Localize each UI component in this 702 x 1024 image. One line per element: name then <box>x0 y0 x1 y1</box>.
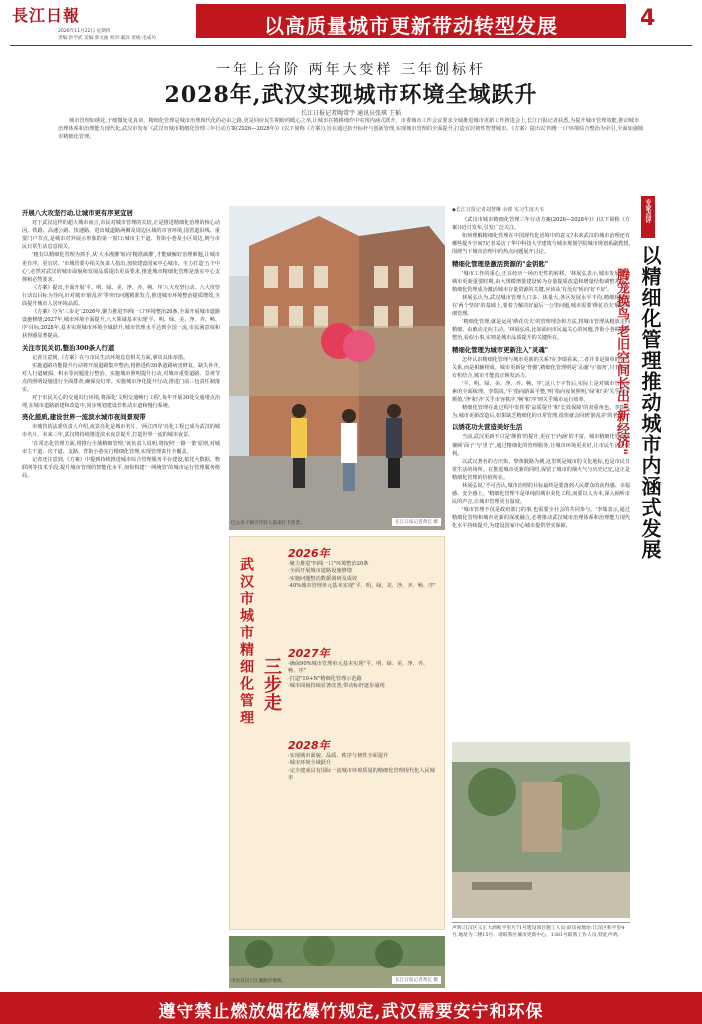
street-photo-illustration <box>229 206 445 530</box>
plan-item: ·实施问题整治数据调研及成效 <box>288 575 358 582</box>
photo-credit: 长江日报记者黄亿 摄 <box>392 518 441 526</box>
plan-item: ·确保90%城市管理单元基本实现"平、明、绿、美、净、齐、畅、序" <box>288 661 429 675</box>
plan-year: 2028年 <box>288 739 330 752</box>
section-heading: 亮化提质,建设世界一流滨水城市夜间景观带 <box>22 413 146 422</box>
paragraph: '平、明、绿、美、净、齐、畅、序',这八个字背后,实际上是对城市管理要素的全面梳理。李瑞说,'平'指向路面平整,'明'指向夜间照明,'绿'和'美'关乎城市颜值,'净'和'齐'关乎市容秩序,'畅'和'序'则关乎城市运行效率。 <box>452 380 630 404</box>
plan-year-block <box>288 737 438 783</box>
article-lead: 城市管理如绣花,于细微处见真章。精细化管理是城市治理现代化的必由之路,更是回应民生期盼的暖心之举,让城市在精耕细作中实现内涵式跃升。市委城市工作会议要求全域推进城市更新工作推进会上,长江日报记者获悉,为提升城市管理效能,推动城市治理体系和治理能力现代化,武汉市发布《武汉市城市精细化管理三年行动方案(2026—2028年)》(以下简称《方案》),旨在通过抬升标杆与创新管理,实现城市管理的全面提升,打造宜居韧性智慧城市。《方案》提出以'四维一口'环境综合整治为牵引,全面加强城市精细化管理。 <box>58 118 644 140</box>
section-heading: 精细化管理是激活资源的"金钥匙" <box>452 259 549 268</box>
section-heading: 以绣花功夫营造美好生活 <box>452 423 523 432</box>
buildings-photo-illustration <box>452 742 630 918</box>
section-heading: 精细化管理为城市更新注入"灵魂" <box>452 345 549 354</box>
article-byline: 长江日报记者陶常宇 通讯员张琪 王韬 <box>301 110 401 117</box>
paragraph: 《方案》分为'三步走':2026年,聚力推进'四线一口'环境整治20条,全面开展城市道路设施修缮;2027年,城市环境全面提升,八大领域基本实现'平、明、绿、美、净、齐、畅、序'目标;2028年,基本实现城市环境全域跃升,城市管理水平达到全国一流,市民满意度和获得感显著提高。 <box>22 309 220 340</box>
paragraph: 林展弘说,'不可否认,城市治理的目标最终是要落到人民群众的获得感、幸福感、安全感上。'精细化管理不是单纯的城市美化工程,而要以人为本,深入倾听市民的声音,让城市管理更有温度。 <box>452 483 630 506</box>
plan-item: ·完全建成具有国际一流城市环境质量的精细化管理现代化人民城市 <box>288 767 435 782</box>
photo-street <box>229 206 445 530</box>
plan-year-block <box>288 545 438 591</box>
three-step-plan-panel <box>229 536 445 930</box>
date-line: 2026年11月22日 星期四 <box>58 29 111 34</box>
plan-item: ·聚力推进"四线一口"环境整治20条 <box>288 561 369 567</box>
paragraph: 林展弘认为,武汉城市管理人口多、体量大,各区发展水平不均,精细化管理在'两个坚持'的基础上,要着力解决好最后一公里问题,城市需要'绣花功夫'般的精细管理。 <box>452 294 630 318</box>
section-heading: 关注市民关切,整治300条人行道 <box>22 343 115 352</box>
paragraph: '精细化管理,就是运用'绣花功夫'的管理理念和方法,将城市管理从粗放走向精细、由被动走向主动。'林展弘说,比如面向市民最关心的问题,背街小巷的环境整治,看似小事,实则是城市品质提升的关键所在。 <box>452 319 630 342</box>
plan-item: ·打造"10+N"精细化管理示范路 <box>288 675 362 682</box>
section-banner <box>196 4 626 38</box>
page-number: 4 <box>640 6 656 31</box>
footer-banner <box>0 992 702 1024</box>
footer-slogan: 遵守禁止燃放烟花爆竹规定,武汉需要安宁和环保 <box>158 1002 544 1022</box>
article-subtitle: 一年上台阶 两年大变样 三年创标杆 <box>216 62 486 78</box>
expert-tag <box>641 196 655 238</box>
public-statement: 声明:江汉区义正大酒和平里片71号建设项目施工人员:原房屋地址:江汉区和平里4号,地址为二楼15号、请联系区城市更新中心、1381号联系工作人员,特此声明。 <box>452 922 630 939</box>
plan-item: ·城市面貌持续显著改善,带动标杆逐步涌现 <box>288 683 385 690</box>
expert-column-title: 以精细化管理推动城市内涵式发展 <box>638 245 662 560</box>
plan-item: ·城市环境全域跃升 <box>288 760 332 767</box>
paragraph: 对于武汉这样的超大城市而言,市民对城市管理的关切,正是推进精细化治理的核心动因。铁路、高速公路、快速路、进出城道路两侧及周边区域的市容环境,国省道沿线、重要门户节点,是城市对外展示形象的第一窗口;城市主干道、背街小巷及小区周边,则与市民日常生活息息相关。 <box>22 220 220 251</box>
plan-item: ·实现城市面貌、品质、秩序与韧性全面提升 <box>288 753 389 759</box>
section-banner-title: 以高质量城市更新带动转型发展 <box>264 14 558 38</box>
masthead <box>0 0 702 44</box>
photo-credit: 长江日报记者黄亿 摄 <box>392 976 441 984</box>
paragraph: '粗有以精细化管理为抓手,从'大水漫灌'转向'精准滴灌',才能破解好治理难题,让城市更有序、更宜居。'市城管委办相关负责人指出,加快建设国家中心城市、全力打造'五个中心',必然对武汉的城市面貌和发展品质提出更高要求,推进城市精细化管理是落实中心支撑和必然要求。 <box>22 252 220 283</box>
photo-riverside <box>229 936 445 988</box>
article-column-left <box>22 206 220 988</box>
article-headline: 2028年,武汉实现城市环境全域跃升 <box>164 82 538 108</box>
editor-line: 责编:彭学武 美编:郭文曲 校对:霸泽 责统:毛成功 <box>58 36 156 41</box>
paragraph: 当前,武汉更新不只是'颜值'的提升,更在于'内涵'的丰富。城市精细化管理要兼顾'面子'与'里子',通过精细化的管理服务,让城市环境更美好,让市民生活更便利。 <box>452 434 630 457</box>
expert-column-subtitle: 腾笼换鸟 老旧空间长出"新经济" <box>614 268 629 456</box>
newspaper-logo: 長江日報 <box>12 6 81 25</box>
plan-vertical-title: 武汉市城市精细化管理 <box>238 557 254 727</box>
paragraph: 记者注意到,《方案》在与市民生活环境息息相关方面,拿出具体举措。 <box>32 354 189 361</box>
paragraph: '城市管理不仅是政府部门的事,也需要全社会的共同参与。'李瑞表示,通过精细化管理和城市更新的深度融合,必将推动武汉城市治理体系和治理能力现代化水平持续提升,为建设国家中心城市提供坚实保障。 <box>452 507 630 530</box>
paragraph: 记者还注意到,《方案》中提到持续推进城市综合管理服务平台建设,依托大数据、物联网等技术手段,提升城市管理的智能化水平,加快构建'一网统管'的城市运行管理服务格局。 <box>22 456 220 479</box>
photo-caption: 巴公房子街引年轻人前来打卡留念。 <box>231 521 305 526</box>
paragraph: 实施道路功能提升行动将开展道路集中整治,将推进约30条道路病害修复、缺失补齐,对人行道破损、积水等问题进行整治。实施城市照明提升行动,对城市重要道路、景观节点的照明设施进行全面排查,确保亮灯率。实施城市净化提升行动,推进门前三包责任制落实。 <box>22 362 220 393</box>
photo-caption: 市民在汉口江滩跑步锻炼。 <box>231 979 287 984</box>
divider <box>10 45 692 46</box>
plan-vertical-tag: 三步走 <box>261 657 282 711</box>
interview-kicker: ◆长江日报记者刘慧琳 余睿 实习生庞天韦 <box>452 207 545 213</box>
paragraph: '城市工作的重心,正在经历一场历史性的转移。'林展弘表示,城市发展进入城市更新重要时期,由大规模增量建设转为存量提质改造和增量结构调整并重。精细化管理成为激活城市存量资源的关键,应该从'有没有'转向'好不好'。 <box>452 270 630 293</box>
expert-tag-text: 专家点评 <box>644 199 651 223</box>
paragraph: 对于市民关心的交通出行环境,将深化'文明交通畅行工程',每年开展30处交通堵点治理,在城市道路新建和改造中,同步规划建设非机动车道和慢行系统。 <box>22 395 220 410</box>
paragraph: 《武汉市城市精细化管理三年行动方案(2026—2028年)》(以下简称《方案》)近日发布,引发广泛关注。 <box>452 217 630 232</box>
plan-item: ·全面开展城市道路设施修缮 <box>288 568 352 575</box>
plan-year: 2026年 <box>288 547 330 560</box>
plan-year: 2027年 <box>288 647 330 660</box>
paragraph: 《方案》提出,全面开展'平、明、绿、美、净、齐、畅、序'八大攻坚行动。八大攻坚行动以目标为导向,针对城市'脏乱差'等突出问题精准发力,推进城市环境整治提质增效,全面提升城市人居环境品质。 <box>22 284 220 308</box>
plan-item: ·40%城市管理单元基本实现"平、明、绿、美、净、齐、畅、序" <box>288 583 436 590</box>
plan-year-block <box>288 645 438 691</box>
paragraph: 精细化管理在此过程中发挥着'品质提升'和'长效保障'的双重角色。李瑞认为,城市更新改造后,如果缺乏精细化的日常管理,很快就会回到'脏乱差'的老路。 <box>452 405 630 420</box>
photo-buildings <box>452 742 630 918</box>
paragraph: '在常态化管理方面,将推行全域精细管理,'该负责人说明,将按照'一路一策'原则,对城市主干道、次干道、支路、背街小巷实行精细化管理,实现管理责任全覆盖。 <box>22 440 220 455</box>
section-heading: 开展八大攻坚行动,让城市更有序更宜居 <box>22 209 133 217</box>
paragraph: 市城管执法委负责人介绍,夜景亮化是城市名片。'两江四岸'亮化工程已成为武汉的城市名片。未来三年,武汉将持续推进滨水夜景提升,打造世界一流的城市夜景。 <box>22 424 220 439</box>
paragraph: 以武汉著名的吉庆街、黎黄陂路为例,这里既是城市的文化地标,也是市民日常生活的场所。在推进城市更新的同时,保留了城市的烟火气与历史记忆,这正是精细化管理的价值所在。 <box>452 458 630 481</box>
paragraph: 如何理解精细化管理在中国现代化语境中的意义?未来武汉的城市治理还有哪些提升空间?记者采访了华中科技大学建筑与城市规划学院城市规划系副教授,围绕当下城市治理中的热点问题展开讨论。 <box>452 233 630 256</box>
paragraph: 怎样认识精细化管理与城市更新的关系?在李瑞看来,二者并非是简单的替代关系,而是相辅相成。城市更新是'骨骼',精细化管理则是'灵魂'与'血肉',只有两者有机结合,城市才能真正焕发活力。 <box>452 356 630 379</box>
